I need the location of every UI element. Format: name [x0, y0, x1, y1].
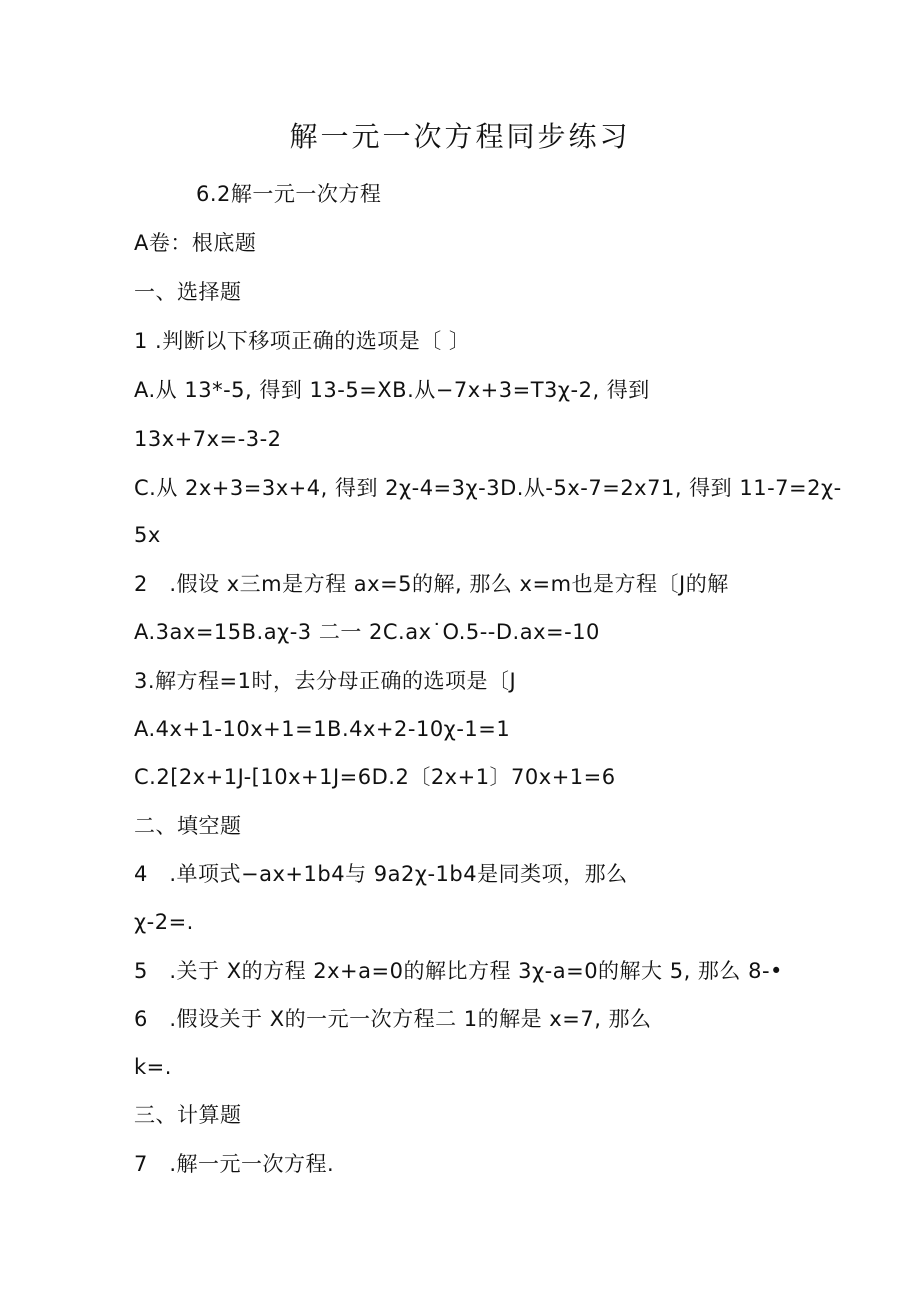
question-3-options-cd: C.2[2x+1J-[10x+1J=6D.2〔2x+1〕70x+1=6 — [134, 765, 616, 789]
question-4: 4 .单项式−ax+1b4与 9a2χ-1b4是同类项，那么 — [134, 862, 628, 886]
section-heading-choice: 一、选择题 — [134, 280, 242, 304]
section-heading-fill: 二、填空题 — [134, 814, 242, 838]
question-6-cont: k=. — [134, 1055, 172, 1079]
section-subtitle: 6.2解一元一次方程 — [196, 182, 382, 206]
page-title: 解一元一次方程同步练习 — [289, 120, 631, 153]
question-1-options-b-cont: 13x+7x=-3-2 — [134, 427, 282, 451]
question-5: 5 .关于 X的方程 2x+a=0的解比方程 3χ-a=0的解大 5, 那么 8-• — [134, 959, 783, 983]
question-7: 7 .解一元一次方程. — [134, 1152, 335, 1176]
question-3: 3.解方程=1时，去分母正确的选项是〔J — [134, 669, 517, 693]
question-2-options: A.3ax=15B.aχ-3 二一 2C.ax˙O.5--D.ax=-10 — [134, 620, 600, 644]
question-1-options-cd: C.从 2x+3=3x+4, 得到 2χ-4=3χ-3D.从-5x-7=2x71, 得到 11-7=2χ- — [134, 476, 842, 500]
question-1: 1 .判断以下移项正确的选项是〔 〕 — [134, 329, 471, 353]
section-heading-calc: 三、计算题 — [134, 1103, 242, 1127]
volume-heading: A卷：根底题 — [134, 231, 257, 255]
question-1-options-d-cont: 5x — [134, 523, 161, 547]
question-6: 6 .假设关于 X的一元一次方程二 1的解是 x=7, 那么 — [134, 1007, 652, 1031]
question-4-cont: χ-2=. — [134, 910, 194, 934]
question-2: 2 .假设 x三m是方程 ax=5的解, 那么 x=m也是方程〔J的解 — [134, 572, 729, 596]
question-1-options-ab: A.从 13*-5, 得到 13-5=XB.从−7x+3=T3χ-2, 得到 — [134, 378, 650, 402]
question-3-options-ab: A.4x+1-10x+1=1B.4x+2-10χ-1=1 — [134, 717, 511, 741]
